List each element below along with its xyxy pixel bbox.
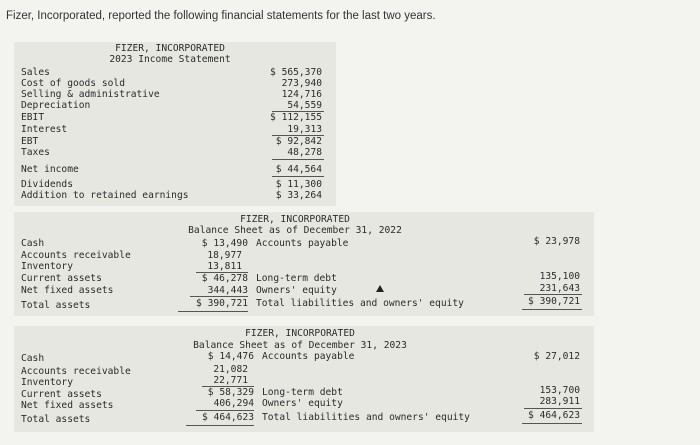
is-label-retained: Addition to retained earnings	[21, 190, 189, 201]
bs22-amt-total-assets: $ 390,721	[196, 298, 248, 309]
bs22-label-total-assets: Total assets	[21, 300, 91, 311]
bs22-amt-total-le: $ 390,721	[528, 296, 580, 307]
is-amt-cogs: 273,940	[281, 78, 322, 89]
is-label-net-income: Net income	[21, 164, 79, 175]
is-amt-retained: $ 33,264	[275, 190, 322, 201]
is-label-ebit: EBIT	[21, 112, 45, 123]
bs23-company: FIZER, INCORPORATED	[245, 328, 355, 339]
is-amt-ebt: $ 92,842	[275, 136, 322, 147]
is-amt-net-income: $ 44,564	[275, 164, 322, 175]
bs23-label-ap: Accounts payable	[262, 351, 355, 362]
bs23-amt-current: $ 58,329	[207, 387, 254, 398]
bs23-rule-2	[196, 410, 254, 411]
bs23-title: Balance Sheet as of December 31, 2023	[193, 340, 407, 351]
is-label-sga: Selling & administrative	[21, 89, 160, 100]
is-amt-sga: 124,716	[281, 89, 322, 100]
income-title: 2023 Income Statement	[109, 54, 231, 65]
is-label-taxes: Taxes	[21, 147, 50, 158]
bs22-rule-3	[524, 294, 582, 295]
bs23-amt-total-le: $ 464,623	[528, 410, 580, 421]
bs23-rule-5	[522, 423, 582, 424]
is-amt-ebit: $ 112,155	[270, 112, 322, 123]
bs23-amt-total-assets: $ 464,623	[202, 412, 254, 423]
is-label-cogs: Cost of goods sold	[21, 78, 125, 89]
bs22-amt-inventory: 13,811	[207, 261, 242, 272]
is-label-sales: Sales	[21, 67, 50, 78]
bs23-label-cash: Cash	[21, 353, 45, 364]
bs23-amt-cash: $ 14,476	[207, 351, 254, 362]
bs23-label-inventory: Inventory	[21, 377, 73, 388]
bs23-amt-inventory: 22,771	[213, 375, 248, 386]
bs22-amt-nfa: 344,443	[207, 285, 248, 296]
bs23-amt-nfa: 406,294	[213, 398, 254, 409]
bs22-label-total-le: Total liabilities and owners' equity	[256, 298, 464, 309]
bs22-amt-ap: $ 23,978	[533, 236, 580, 247]
is-label-interest: Interest	[21, 124, 68, 135]
is-label-dividends: Dividends	[21, 179, 73, 190]
bs23-label-total-le: Total liabilities and owners' equity	[262, 412, 470, 423]
bs22-company: FIZER, INCORPORATED	[240, 214, 350, 225]
bs22-amt-ar: 18,977	[207, 250, 242, 261]
bs23-label-equity: Owners' equity	[262, 398, 343, 409]
bs22-label-inventory: Inventory	[21, 261, 73, 272]
intro-text: Fizer, Incorporated, reported the following financial statements for the last two years.	[6, 10, 436, 22]
bs22-amt-equity: 231,643	[539, 283, 580, 294]
bs23-amt-ltd: 153,700	[539, 385, 580, 396]
bs22-label-equity: Owners' equity	[256, 285, 337, 296]
bs22-label-cash: Cash	[21, 238, 45, 249]
bs23-amt-ar: 21,082	[213, 364, 248, 375]
bs22-label-ap: Accounts payable	[256, 238, 349, 249]
income-company: FIZER, INCORPORATED	[115, 43, 225, 54]
is-amt-depreciation: 54,559	[287, 100, 322, 111]
bs22-amt-ltd: 135,100	[539, 271, 580, 282]
bs22-label-ar: Accounts receivable	[21, 250, 131, 261]
mouse-cursor-icon	[376, 285, 384, 292]
bs23-rule-4	[186, 425, 254, 426]
is-rule-3	[272, 159, 324, 160]
is-label-depreciation: Depreciation	[21, 100, 91, 111]
bs23-label-total-assets: Total assets	[21, 414, 91, 425]
bs22-label-ltd: Long-term debt	[256, 273, 337, 284]
is-rule-4	[272, 176, 324, 177]
bs22-amt-cash: $ 13,490	[201, 238, 248, 249]
is-amt-dividends: $ 11,300	[275, 179, 322, 190]
bs22-title: Balance Sheet as of December 31, 2022	[188, 225, 402, 236]
is-label-ebt: EBT	[21, 136, 39, 147]
bs22-rule-4	[178, 311, 248, 312]
bs22-rule-2	[190, 296, 248, 297]
bs22-label-nfa: Net fixed assets	[21, 285, 114, 296]
bs22-label-current: Current assets	[21, 273, 102, 284]
bs23-amt-ap: $ 27,012	[533, 351, 580, 362]
bs23-rule-3	[524, 408, 582, 409]
is-amt-interest: 19,313	[287, 124, 322, 135]
bs23-label-ar: Accounts receivable	[21, 366, 131, 377]
bs23-label-ltd: Long-term debt	[262, 387, 343, 398]
bs23-label-nfa: Net fixed assets	[21, 400, 114, 411]
is-amt-taxes: 48,278	[287, 147, 322, 158]
bs22-amt-current: $ 46,278	[201, 273, 248, 284]
bs23-label-current: Current assets	[21, 389, 102, 400]
bs22-rule-5	[522, 309, 582, 310]
is-amt-sales: $ 565,370	[270, 67, 322, 78]
bs23-amt-equity: 283,911	[539, 396, 580, 407]
